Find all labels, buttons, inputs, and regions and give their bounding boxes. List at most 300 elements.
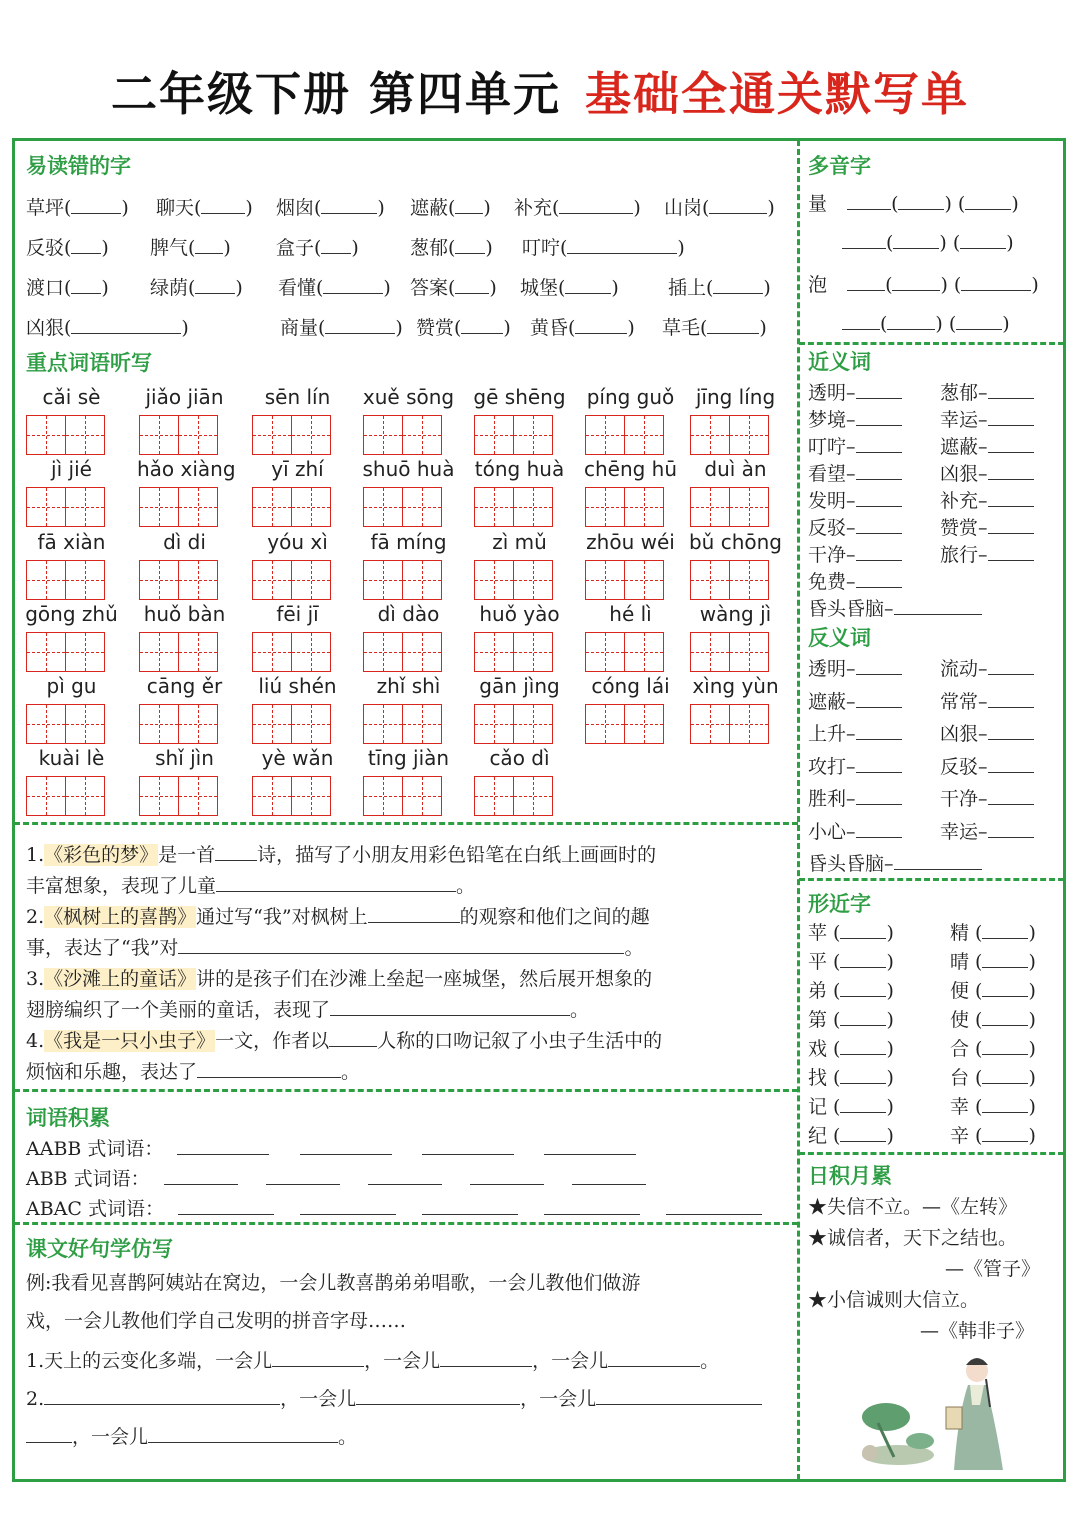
answer-blank[interactable] — [988, 787, 1034, 805]
answer-blank[interactable] — [988, 462, 1034, 480]
pinyin-label: yī zhí — [271, 457, 324, 481]
answer-blank[interactable] — [856, 690, 902, 708]
answer-blank[interactable] — [71, 276, 101, 294]
tian-grid[interactable] — [252, 415, 329, 455]
tian-grid[interactable] — [585, 704, 662, 744]
tian-grid[interactable] — [363, 704, 440, 744]
answer-blank[interactable] — [709, 196, 767, 214]
answer-blank[interactable] — [559, 196, 633, 214]
answer-blank[interactable] — [596, 1387, 762, 1405]
tian-grid[interactable] — [690, 632, 767, 672]
tian-grid[interactable] — [585, 415, 662, 455]
question-1-number: 1. — [26, 844, 45, 866]
tian-grid[interactable] — [474, 560, 551, 600]
pinyin-label: bǔ chōng — [688, 530, 782, 554]
answer-blank[interactable] — [321, 196, 377, 214]
tian-grid[interactable] — [252, 704, 329, 744]
answer-blank[interactable] — [713, 276, 763, 294]
tian-cell[interactable] — [363, 487, 403, 527]
answer-blank[interactable] — [148, 1425, 338, 1443]
tian-grid[interactable] — [474, 487, 551, 527]
pinyin-label: píng guǒ — [586, 385, 675, 409]
tian-cell[interactable] — [513, 487, 553, 527]
answer-blank[interactable] — [856, 516, 902, 534]
answer-blank[interactable] — [215, 843, 257, 861]
answer-blank[interactable] — [898, 192, 944, 210]
tian-cell[interactable] — [402, 560, 442, 600]
answer-blank[interactable] — [71, 316, 181, 334]
tian-cell[interactable] — [291, 560, 331, 600]
tian-cell[interactable] — [585, 415, 625, 455]
word-label: 葱郁– — [940, 382, 988, 404]
sentence-2-text: ，一会儿 — [72, 1426, 149, 1448]
tian-cell[interactable] — [624, 415, 664, 455]
word-label: 遮蔽– — [940, 436, 988, 458]
tian-cell[interactable] — [513, 704, 553, 744]
answer-blank[interactable] — [266, 1167, 340, 1185]
pinyin-label: fā míng — [370, 530, 447, 554]
answer-blank[interactable] — [178, 1197, 274, 1215]
paren-open: ( — [975, 1038, 983, 1060]
answer-blank[interactable] — [44, 1387, 280, 1405]
answer-blank[interactable] — [177, 1137, 269, 1155]
answer-blank[interactable] — [455, 276, 489, 294]
answer-blank[interactable] — [840, 921, 886, 939]
tian-grid[interactable] — [139, 415, 216, 455]
tian-cell[interactable] — [252, 632, 292, 672]
tian-cell[interactable] — [291, 487, 331, 527]
tian-grid[interactable] — [139, 632, 216, 672]
tian-cell[interactable] — [402, 776, 442, 816]
answer-blank[interactable] — [894, 852, 982, 870]
question-3-text: 。 — [570, 999, 590, 1021]
answer-blank[interactable] — [988, 381, 1034, 399]
answer-blank[interactable] — [988, 489, 1034, 507]
tian-cell[interactable] — [291, 632, 331, 672]
answer-blank[interactable] — [195, 236, 223, 254]
answer-blank[interactable] — [982, 1008, 1028, 1026]
answer-blank[interactable] — [988, 755, 1034, 773]
answer-blank[interactable] — [856, 570, 902, 588]
tian-cell[interactable] — [402, 704, 442, 744]
tian-cell[interactable] — [474, 487, 514, 527]
answer-blank[interactable] — [856, 787, 902, 805]
section-synonyms-title: 近义词 — [808, 350, 871, 374]
tian-grid[interactable] — [252, 487, 329, 527]
tian-grid[interactable] — [139, 776, 216, 816]
answer-blank[interactable] — [856, 657, 902, 675]
answer-blank[interactable] — [842, 231, 886, 249]
answer-blank[interactable] — [892, 273, 940, 291]
answer-blank[interactable] — [707, 316, 759, 334]
tian-grid[interactable] — [252, 776, 329, 816]
tian-grid[interactable] — [26, 776, 103, 816]
misread-close: ) — [483, 197, 491, 219]
answer-blank[interactable] — [321, 236, 351, 254]
question-4-text: 人称的口吻记叙了小虫子生活中的 — [377, 1030, 663, 1052]
question-4-text: 烦恼和乐趣，表达了 — [26, 1061, 198, 1083]
misread-close: ) — [485, 237, 493, 259]
tian-grid[interactable] — [26, 415, 103, 455]
tian-cell[interactable] — [690, 487, 730, 527]
tian-cell[interactable] — [585, 560, 625, 600]
answer-blank[interactable] — [455, 236, 485, 254]
similar-char: 辛 — [950, 1125, 970, 1147]
tian-cell[interactable] — [178, 487, 218, 527]
answer-blank[interactable] — [323, 276, 383, 294]
answer-blank[interactable] — [960, 231, 1006, 249]
similar-char-row — [950, 1121, 1036, 1148]
word-pair-row — [808, 817, 902, 844]
tian-grid[interactable] — [26, 487, 103, 527]
tian-cell[interactable] — [363, 704, 403, 744]
tian-cell[interactable] — [624, 632, 664, 672]
answer-blank[interactable] — [71, 196, 121, 214]
pinyin-label: hǎo xiàng — [137, 457, 236, 481]
answer-blank[interactable] — [982, 921, 1028, 939]
answer-blank[interactable] — [856, 462, 902, 480]
answer-blank[interactable] — [982, 1037, 1028, 1055]
answer-blank[interactable] — [856, 722, 902, 740]
question-4-number: 4. — [26, 1030, 45, 1052]
paren-open: ( — [975, 1009, 983, 1031]
word-label: 昏头昏脑– — [808, 598, 894, 620]
answer-blank[interactable] — [982, 979, 1028, 997]
question-3-line1 — [26, 964, 652, 991]
tian-grid[interactable] — [139, 704, 216, 744]
paren-close: ) — [886, 1096, 894, 1118]
tian-cell[interactable] — [690, 704, 730, 744]
tian-cell[interactable] — [26, 560, 66, 600]
tian-cell[interactable] — [178, 560, 218, 600]
sentence-2-text: ，一会儿 — [520, 1388, 597, 1410]
answer-blank[interactable] — [847, 192, 891, 210]
tian-cell[interactable] — [178, 415, 218, 455]
tian-cell[interactable] — [624, 487, 664, 527]
tian-grid[interactable] — [363, 415, 440, 455]
tian-grid[interactable] — [690, 704, 767, 744]
answer-blank[interactable] — [470, 1167, 544, 1185]
answer-blank[interactable] — [988, 657, 1034, 675]
answer-blank[interactable] — [842, 312, 880, 330]
tian-grid[interactable] — [26, 560, 103, 600]
tian-cell[interactable] — [178, 776, 218, 816]
pinyin-label: cǎi sè — [42, 385, 101, 409]
paren-close: ) — [886, 951, 894, 973]
answer-blank[interactable] — [982, 1066, 1028, 1084]
tian-cell[interactable] — [729, 487, 769, 527]
misread-word: 看懂( — [278, 277, 324, 299]
tian-cell[interactable] — [65, 560, 105, 600]
answer-blank[interactable] — [565, 276, 611, 294]
tian-grid[interactable] — [474, 776, 551, 816]
scholar-illustration — [858, 1345, 1038, 1475]
answer-blank[interactable] — [325, 316, 395, 334]
tian-cell[interactable] — [690, 560, 730, 600]
answer-blank[interactable] — [26, 1425, 72, 1443]
answer-blank[interactable] — [840, 1124, 886, 1142]
tian-cell[interactable] — [729, 632, 769, 672]
answer-blank[interactable] — [440, 1349, 532, 1367]
tian-grid[interactable] — [690, 487, 767, 527]
answer-blank[interactable] — [956, 312, 1002, 330]
divider-imitate — [14, 1222, 798, 1225]
answer-blank[interactable] — [988, 516, 1034, 534]
tian-grid[interactable] — [585, 632, 662, 672]
word-pair-row — [808, 486, 902, 513]
tian-cell[interactable] — [513, 560, 553, 600]
tian-cell[interactable] — [252, 704, 292, 744]
tian-cell[interactable] — [139, 487, 179, 527]
paren-close: ) — [1028, 1067, 1036, 1089]
word-pair-row — [940, 432, 1034, 459]
tian-cell[interactable] — [26, 415, 66, 455]
aabb-label: AABB 式词语： — [26, 1138, 164, 1160]
answer-blank[interactable] — [422, 1197, 518, 1215]
answer-blank[interactable] — [856, 489, 902, 507]
answer-blank[interactable] — [894, 597, 982, 615]
tian-cell[interactable] — [585, 487, 625, 527]
answer-blank[interactable] — [329, 1029, 377, 1047]
tian-grid[interactable] — [585, 487, 662, 527]
similar-char: 戏 — [808, 1038, 828, 1060]
word-pair-row — [808, 687, 902, 714]
word-label: 补充– — [940, 490, 988, 512]
tian-cell[interactable] — [402, 415, 442, 455]
similar-char: 晴 — [950, 951, 970, 973]
tian-cell[interactable] — [26, 776, 66, 816]
tian-cell[interactable] — [65, 776, 105, 816]
answer-blank[interactable] — [461, 316, 503, 334]
answer-blank[interactable] — [988, 722, 1034, 740]
answer-blank[interactable] — [197, 1060, 341, 1078]
answer-blank[interactable] — [330, 998, 570, 1016]
tian-cell[interactable] — [474, 415, 514, 455]
answer-blank[interactable] — [840, 1095, 886, 1113]
tian-cell[interactable] — [585, 632, 625, 672]
tian-grid[interactable] — [363, 632, 440, 672]
tian-cell[interactable] — [690, 415, 730, 455]
paren-close: ) — [886, 980, 894, 1002]
tian-grid[interactable] — [26, 632, 103, 672]
answer-blank[interactable] — [840, 1037, 886, 1055]
tian-cell[interactable] — [474, 632, 514, 672]
answer-blank[interactable] — [368, 905, 460, 923]
similar-char: 合 — [950, 1038, 970, 1060]
answer-blank[interactable] — [300, 1197, 396, 1215]
answer-blank[interactable] — [544, 1197, 640, 1215]
tian-grid[interactable] — [139, 487, 216, 527]
answer-blank[interactable] — [961, 273, 1031, 291]
tian-cell[interactable] — [291, 415, 331, 455]
answer-blank[interactable] — [572, 1167, 646, 1185]
tian-grid[interactable] — [252, 560, 329, 600]
tian-cell[interactable] — [513, 776, 553, 816]
tian-grid[interactable] — [474, 704, 551, 744]
tian-grid[interactable] — [474, 632, 551, 672]
answer-blank[interactable] — [544, 1137, 636, 1155]
word-pair-row — [808, 432, 902, 459]
misread-close: ) — [245, 197, 253, 219]
misread-item — [668, 273, 771, 300]
answer-blank[interactable] — [608, 1349, 700, 1367]
similar-char-row — [808, 918, 894, 945]
section-polyphone-title: 多音字 — [808, 154, 871, 178]
paren-open: ( — [975, 1125, 983, 1147]
tian-cell[interactable] — [690, 632, 730, 672]
answer-blank[interactable] — [840, 950, 886, 968]
answer-blank[interactable] — [356, 1387, 520, 1405]
word-pair-row — [808, 594, 982, 621]
tian-cell[interactable] — [65, 415, 105, 455]
answer-blank[interactable] — [567, 236, 677, 254]
answer-blank[interactable] — [666, 1197, 762, 1215]
tian-cell[interactable] — [139, 776, 179, 816]
similar-char-row — [808, 1005, 894, 1032]
tian-cell[interactable] — [178, 704, 218, 744]
answer-blank[interactable] — [847, 273, 885, 291]
pinyin-label: cóng lái — [591, 674, 670, 698]
pinyin-label: tīng jiàn — [367, 746, 450, 770]
answer-blank[interactable] — [982, 1095, 1028, 1113]
tian-cell[interactable] — [252, 487, 292, 527]
answer-blank[interactable] — [455, 196, 483, 214]
tian-grid[interactable] — [363, 776, 440, 816]
tian-cell[interactable] — [139, 632, 179, 672]
tian-grid[interactable] — [139, 560, 216, 600]
tian-grid[interactable] — [363, 560, 440, 600]
tian-grid[interactable] — [585, 560, 662, 600]
tian-grid[interactable] — [252, 632, 329, 672]
answer-blank[interactable] — [988, 435, 1034, 453]
tian-cell[interactable] — [474, 776, 514, 816]
answer-blank[interactable] — [856, 435, 902, 453]
tian-cell[interactable] — [729, 560, 769, 600]
tian-grid[interactable] — [690, 560, 767, 600]
tian-cell[interactable] — [178, 632, 218, 672]
answer-blank[interactable] — [840, 1008, 886, 1026]
pinyin-label: jì jié — [51, 457, 92, 481]
misread-close: ) — [627, 317, 635, 339]
tian-cell[interactable] — [291, 704, 331, 744]
section-antonyms-title: 反义词 — [808, 626, 871, 650]
answer-blank[interactable] — [300, 1137, 392, 1155]
answer-blank[interactable] — [368, 1167, 442, 1185]
tian-cell[interactable] — [363, 776, 403, 816]
misread-item — [276, 193, 385, 220]
answer-blank[interactable] — [856, 408, 902, 426]
tian-cell[interactable] — [26, 632, 66, 672]
tian-grid[interactable] — [26, 704, 103, 744]
tian-cell[interactable] — [26, 704, 66, 744]
tian-cell[interactable] — [252, 560, 292, 600]
tian-cell[interactable] — [139, 704, 179, 744]
question-3-text: 翅膀编织了一个美丽的童话，表现了 — [26, 999, 331, 1021]
answer-blank[interactable] — [201, 196, 245, 214]
polyphone-char: 量 — [808, 193, 828, 215]
answer-blank[interactable] — [893, 231, 939, 249]
answer-blank[interactable] — [195, 276, 235, 294]
tian-cell[interactable] — [363, 560, 403, 600]
tian-cell[interactable] — [624, 704, 664, 744]
pinyin-label: zì mǔ — [492, 530, 547, 554]
answer-blank[interactable] — [178, 936, 624, 954]
pinyin-label: sēn lín — [264, 385, 331, 409]
tian-cell[interactable] — [402, 632, 442, 672]
misread-close: ) — [759, 317, 767, 339]
tian-cell[interactable] — [26, 487, 66, 527]
tian-cell[interactable] — [139, 560, 179, 600]
tian-cell[interactable] — [729, 704, 769, 744]
tian-cell[interactable] — [291, 776, 331, 816]
tian-cell[interactable] — [402, 487, 442, 527]
tian-cell[interactable] — [363, 632, 403, 672]
tian-cell[interactable] — [513, 415, 553, 455]
answer-blank[interactable] — [856, 755, 902, 773]
answer-blank[interactable] — [988, 690, 1034, 708]
tian-cell[interactable] — [513, 632, 553, 672]
tian-cell[interactable] — [363, 415, 403, 455]
tian-grid[interactable] — [690, 415, 767, 455]
misread-item — [522, 233, 685, 260]
answer-blank[interactable] — [887, 312, 935, 330]
tian-cell[interactable] — [139, 415, 179, 455]
answer-blank[interactable] — [988, 408, 1034, 426]
similar-char: 精 — [950, 922, 970, 944]
word-pair-row — [940, 513, 1034, 540]
answer-blank[interactable] — [856, 381, 902, 399]
tian-cell[interactable] — [65, 632, 105, 672]
tian-cell[interactable] — [624, 560, 664, 600]
tian-cell[interactable] — [474, 704, 514, 744]
answer-blank[interactable] — [988, 543, 1034, 561]
misread-close: ) — [181, 317, 189, 339]
tian-cell[interactable] — [252, 415, 292, 455]
answer-blank[interactable] — [982, 950, 1028, 968]
answer-blank[interactable] — [422, 1137, 514, 1155]
answer-blank[interactable] — [164, 1167, 238, 1185]
tian-cell[interactable] — [729, 415, 769, 455]
answer-blank[interactable] — [272, 1349, 364, 1367]
tian-cell[interactable] — [252, 776, 292, 816]
word-label: 发明– — [808, 490, 856, 512]
question-3-number: 3. — [26, 968, 45, 990]
question-3-line2 — [26, 995, 589, 1022]
sentence-2-text: 。 — [338, 1426, 358, 1448]
tian-cell[interactable] — [65, 704, 105, 744]
tian-cell[interactable] — [585, 704, 625, 744]
answer-blank[interactable] — [988, 820, 1034, 838]
answer-blank[interactable] — [840, 1066, 886, 1084]
misread-word: 渡口( — [26, 277, 72, 299]
answer-blank[interactable] — [856, 820, 902, 838]
tian-cell[interactable] — [474, 560, 514, 600]
answer-blank[interactable] — [216, 874, 456, 892]
tian-grid[interactable] — [363, 487, 440, 527]
polyphone-row-4: ( ) ( ) — [808, 312, 1010, 335]
answer-blank[interactable] — [965, 192, 1011, 210]
tian-cell[interactable] — [65, 487, 105, 527]
word-pair-row — [940, 719, 1034, 746]
answer-blank[interactable] — [982, 1124, 1028, 1142]
answer-blank[interactable] — [575, 316, 627, 334]
answer-blank[interactable] — [840, 979, 886, 997]
answer-blank[interactable] — [856, 543, 902, 561]
pinyin-label: huǒ bàn — [143, 602, 226, 626]
tian-grid[interactable] — [474, 415, 551, 455]
answer-blank[interactable] — [71, 236, 101, 254]
misread-word: 凶狠( — [26, 317, 72, 339]
